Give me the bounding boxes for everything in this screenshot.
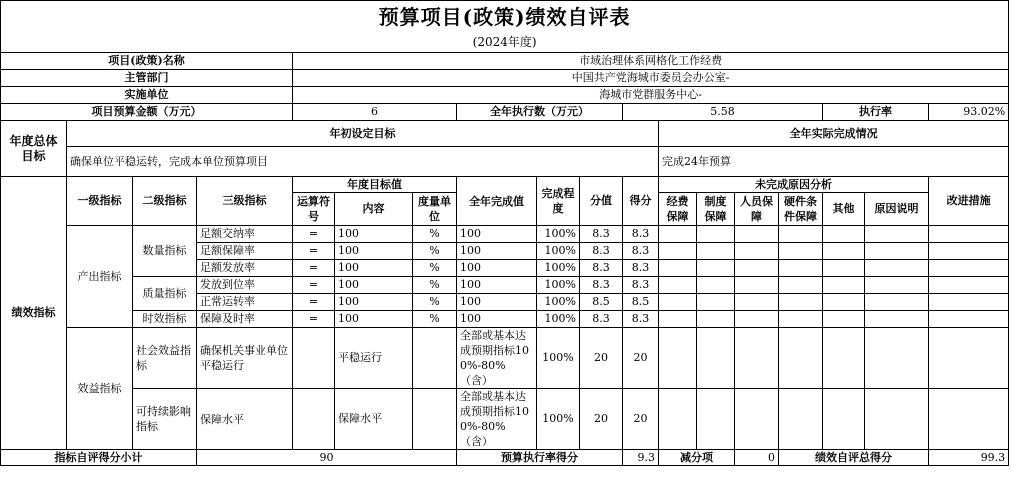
benefit-value: 20	[580, 389, 623, 450]
row-unit: %	[413, 277, 457, 294]
empty-cell	[823, 226, 865, 243]
benefit-degree: 100%	[537, 328, 580, 389]
benefit-content: 保障水平	[335, 389, 413, 450]
row-done: 100	[457, 226, 537, 243]
benefit-done: 全部或基本达成预期指标100%-80%（含）	[457, 328, 537, 389]
empty-cell	[659, 226, 697, 243]
row-value: 8.3	[580, 277, 623, 294]
perf-label: 绩效指标	[1, 177, 67, 450]
dept-label: 主管部门	[1, 70, 293, 87]
empty-cell	[779, 389, 823, 450]
row-content: 100	[335, 294, 413, 311]
row-l3: 足额发放率	[197, 260, 293, 277]
empty-cell	[697, 277, 735, 294]
empty-cell	[779, 277, 823, 294]
empty-cell	[735, 226, 779, 243]
row-score: 8.3	[623, 226, 659, 243]
row-content: 100	[335, 243, 413, 260]
goal-section-label: 年度总体目标	[1, 121, 67, 177]
empty-cell	[823, 328, 865, 389]
lvl1-header: 一级指标	[67, 177, 133, 226]
project-name: 市域治理体系网格化工作经费	[293, 53, 1009, 70]
executed-value: 5.58	[623, 104, 823, 121]
row-score: 8.3	[623, 311, 659, 328]
empty-cell	[865, 389, 929, 450]
reason-note-header: 原因说明	[865, 193, 929, 226]
row-done: 100	[457, 311, 537, 328]
deduct-label: 减分项	[659, 450, 735, 466]
row-degree: 100%	[537, 277, 580, 294]
budget-label: 项目预算金额（万元）	[1, 104, 293, 121]
row-unit: %	[413, 311, 457, 328]
empty-cell	[413, 389, 457, 450]
group-benefit: 效益指标	[67, 328, 133, 450]
empty-cell	[929, 243, 1009, 260]
benefit-done: 全部或基本达成预期指标100%-80%（含）	[457, 389, 537, 450]
row-op: =	[293, 294, 335, 311]
empty-cell	[929, 260, 1009, 277]
group-output: 产出指标	[67, 226, 133, 328]
row-degree: 100%	[537, 243, 580, 260]
lvl3-header: 三级指标	[197, 177, 293, 226]
row-op: =	[293, 311, 335, 328]
dept-name: 中国共产党海城市委员会办公室-	[293, 70, 1009, 87]
row-op: =	[293, 277, 335, 294]
empty-cell	[929, 226, 1009, 243]
op-header: 运算符号	[293, 193, 335, 226]
lvl2-header: 二级指标	[133, 177, 197, 226]
subtotal-label: 指标自评得分小计	[1, 450, 197, 466]
executed-label: 全年执行数（万元）	[457, 104, 623, 121]
row-l3: 发放到位率	[197, 277, 293, 294]
empty-cell	[865, 226, 929, 243]
empty-cell	[735, 277, 779, 294]
empty-cell	[865, 311, 929, 328]
row-value: 8.3	[580, 311, 623, 328]
row-l3: 足额保障率	[197, 243, 293, 260]
page-title: 预算项目(政策)绩效自评表	[1, 1, 1009, 33]
empty-cell	[659, 389, 697, 450]
empty-cell	[697, 294, 735, 311]
empty-cell	[779, 311, 823, 328]
budget-value: 6	[293, 104, 457, 121]
row-done: 100	[457, 243, 537, 260]
group-sustain: 可持续影响指标	[133, 389, 197, 450]
empty-cell	[929, 389, 1009, 450]
rate-value: 93.02%	[929, 104, 1009, 121]
row-op: =	[293, 260, 335, 277]
row-degree: 100%	[537, 260, 580, 277]
empty-cell	[697, 311, 735, 328]
empty-cell	[779, 243, 823, 260]
row-unit: %	[413, 260, 457, 277]
empty-cell	[659, 243, 697, 260]
empty-cell	[865, 243, 929, 260]
empty-cell	[735, 389, 779, 450]
row-op: =	[293, 243, 335, 260]
degree-header: 完成程度	[537, 177, 580, 226]
empty-cell	[735, 311, 779, 328]
reasons-header: 未完成原因分析	[659, 177, 929, 193]
empty-cell	[865, 328, 929, 389]
row-content: 100	[335, 311, 413, 328]
reason-other-header: 其他	[823, 193, 865, 226]
empty-cell	[779, 328, 823, 389]
empty-cell	[823, 277, 865, 294]
rate-label: 执行率	[823, 104, 929, 121]
empty-cell	[823, 294, 865, 311]
row-score: 8.3	[623, 260, 659, 277]
row-content: 100	[335, 260, 413, 277]
empty-cell	[735, 294, 779, 311]
empty-cell	[413, 328, 457, 389]
empty-cell	[697, 328, 735, 389]
row-score: 8.3	[623, 277, 659, 294]
empty-cell	[659, 328, 697, 389]
group-social: 社会效益指标	[133, 328, 197, 389]
empty-cell	[697, 260, 735, 277]
annual-done-header: 全年完成值	[457, 177, 537, 226]
empty-cell	[659, 277, 697, 294]
empty-cell	[929, 277, 1009, 294]
benefit-score: 20	[623, 389, 659, 450]
row-unit: %	[413, 243, 457, 260]
empty-cell	[823, 260, 865, 277]
empty-cell	[779, 226, 823, 243]
improve-header: 改进措施	[929, 177, 1009, 226]
reason-hardware-header: 硬件条件保障	[779, 193, 823, 226]
benefit-l3: 保障水平	[197, 389, 293, 450]
goal-actual: 完成24年预算	[659, 147, 1009, 177]
project-name-label: 项目(政策)名称	[1, 53, 293, 70]
subtotal-value: 90	[197, 450, 457, 466]
row-degree: 100%	[537, 311, 580, 328]
empty-cell	[697, 226, 735, 243]
impl-label: 实施单位	[1, 87, 293, 104]
row-l3: 保障及时率	[197, 311, 293, 328]
reason-fund-header: 经费保障	[659, 193, 697, 226]
benefit-score: 20	[623, 328, 659, 389]
benefit-degree: 100%	[537, 389, 580, 450]
group-quality: 质量指标	[133, 277, 197, 311]
row-value: 8.3	[580, 243, 623, 260]
row-unit: %	[413, 294, 457, 311]
row-degree: 100%	[537, 294, 580, 311]
row-score: 8.5	[623, 294, 659, 311]
empty-cell	[865, 260, 929, 277]
empty-cell	[735, 260, 779, 277]
row-done: 100	[457, 277, 537, 294]
deduct-value: 0	[735, 450, 779, 466]
row-done: 100	[457, 260, 537, 277]
unit-header: 度量单位	[413, 193, 457, 226]
row-value: 8.3	[580, 260, 623, 277]
group-quantity: 数量指标	[133, 226, 197, 277]
year-label: (2024年度)	[1, 33, 1009, 53]
total-label: 绩效自评总得分	[779, 450, 929, 466]
score-header: 得分	[623, 177, 659, 226]
score-value-header: 分值	[580, 177, 623, 226]
empty-cell	[929, 328, 1009, 389]
empty-cell	[697, 389, 735, 450]
row-l3: 足额交纳率	[197, 226, 293, 243]
row-value: 8.5	[580, 294, 623, 311]
total-value: 99.3	[929, 450, 1009, 466]
budget-score-label: 预算执行率得分	[457, 450, 623, 466]
benefit-content: 平稳运行	[335, 328, 413, 389]
empty-cell	[293, 328, 335, 389]
empty-cell	[659, 294, 697, 311]
empty-cell	[865, 277, 929, 294]
row-content: 100	[335, 226, 413, 243]
budget-score-value: 9.3	[623, 450, 659, 466]
row-op: =	[293, 226, 335, 243]
row-degree: 100%	[537, 226, 580, 243]
goal-planned: 确保单位平稳运转，完成本单位预算项目	[67, 147, 659, 177]
empty-cell	[735, 243, 779, 260]
benefit-l3: 确保机关事业单位平稳运行	[197, 328, 293, 389]
empty-cell	[779, 260, 823, 277]
row-l3: 正常运转率	[197, 294, 293, 311]
empty-cell	[929, 294, 1009, 311]
empty-cell	[659, 260, 697, 277]
row-done: 100	[457, 294, 537, 311]
row-unit: %	[413, 226, 457, 243]
empty-cell	[929, 311, 1009, 328]
row-value: 8.3	[580, 226, 623, 243]
row-score: 8.3	[623, 243, 659, 260]
empty-cell	[865, 294, 929, 311]
reason-staff-header: 人员保障	[735, 193, 779, 226]
content-header: 内容	[335, 193, 413, 226]
empty-cell	[779, 294, 823, 311]
empty-cell	[659, 311, 697, 328]
empty-cell	[735, 328, 779, 389]
empty-cell	[823, 243, 865, 260]
benefit-value: 20	[580, 328, 623, 389]
goal-actual-label: 全年实际完成情况	[659, 121, 1009, 147]
empty-cell	[823, 311, 865, 328]
group-timeliness: 时效指标	[133, 311, 197, 328]
goal-planned-label: 年初设定目标	[67, 121, 659, 147]
empty-cell	[697, 243, 735, 260]
annual-target-header: 年度目标值	[293, 177, 457, 193]
reason-system-header: 制度保障	[697, 193, 735, 226]
impl-name: 海城市党群服务中心-	[293, 87, 1009, 104]
row-content: 100	[335, 277, 413, 294]
empty-cell	[823, 389, 865, 450]
empty-cell	[293, 389, 335, 450]
